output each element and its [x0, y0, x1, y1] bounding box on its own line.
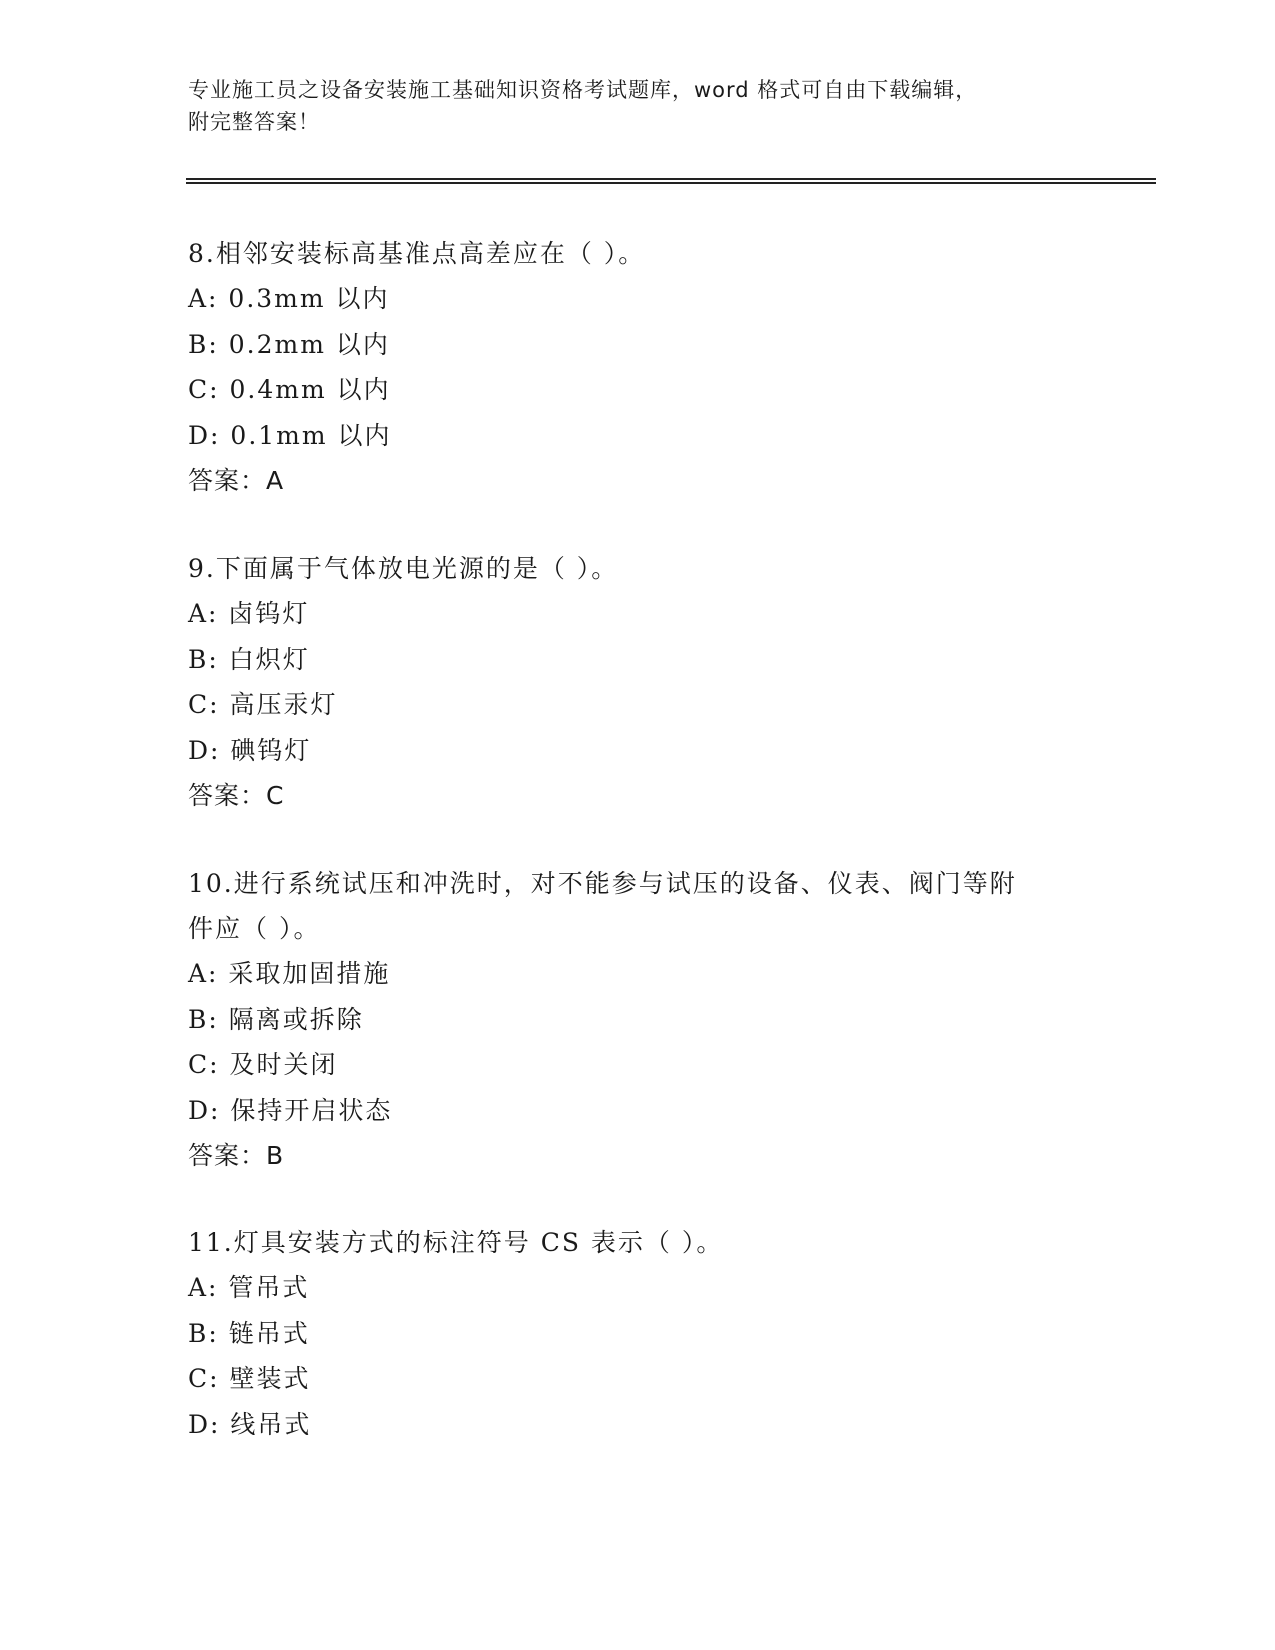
header-line-1: 专业施工员之设备安装施工基础知识资格考试题库，word 格式可自由下载编辑， — [188, 78, 978, 102]
option-a: A: 0.3mm 以内 — [188, 284, 390, 313]
option-d: D: 碘钨灯 — [188, 735, 312, 765]
option-c: C: 高压汞灯 — [188, 690, 338, 719]
option-a: A: 采取加固措施 — [188, 959, 391, 988]
answer-line: 答案：B — [188, 1141, 285, 1170]
option-b: B: 白炽灯 — [188, 644, 310, 674]
question-stem: 11.灯具安装方式的标注符号 CS 表示（ ）。 — [188, 1228, 724, 1257]
question-stem-line-2: 件应（ ）。 — [188, 914, 321, 943]
option-c: C: 及时关闭 — [188, 1050, 338, 1079]
question-stem: 8.相邻安装标高基准点高差应在（ ）。 — [188, 239, 646, 268]
option-b: B: 链吊式 — [188, 1318, 310, 1348]
question-stem: 9.下面属于气体放电光源的是（ ）。 — [188, 554, 619, 583]
option-d: D: 0.1mm 以内 — [188, 420, 392, 450]
option-d: D: 线吊式 — [188, 1409, 312, 1439]
question-9 — [188, 546, 1088, 818]
option-a: A: 卤钨灯 — [188, 599, 310, 628]
option-b: B: 隔离或拆除 — [188, 1004, 364, 1034]
option-b: B: 0.2mm 以内 — [188, 329, 390, 359]
option-c: C: 0.4mm 以内 — [188, 375, 391, 404]
option-c: C: 壁装式 — [188, 1364, 311, 1393]
header-line-2: 附完整答案！ — [188, 110, 320, 134]
question-11 — [188, 1220, 1088, 1447]
answer-line: 答案：A — [188, 466, 285, 495]
answer-line: 答案：C — [188, 781, 285, 810]
option-a: A: 管吊式 — [188, 1273, 310, 1302]
question-stem-line-1: 10.进行系统试压和冲洗时，对不能参与试压的设备、仪表、阀门等附 — [188, 869, 1017, 898]
question-8 — [188, 231, 1088, 503]
question-10 — [188, 861, 1088, 1178]
document-header — [188, 74, 1088, 138]
header-double-rule — [186, 178, 1156, 184]
option-d: D: 保持开启状态 — [188, 1095, 393, 1125]
